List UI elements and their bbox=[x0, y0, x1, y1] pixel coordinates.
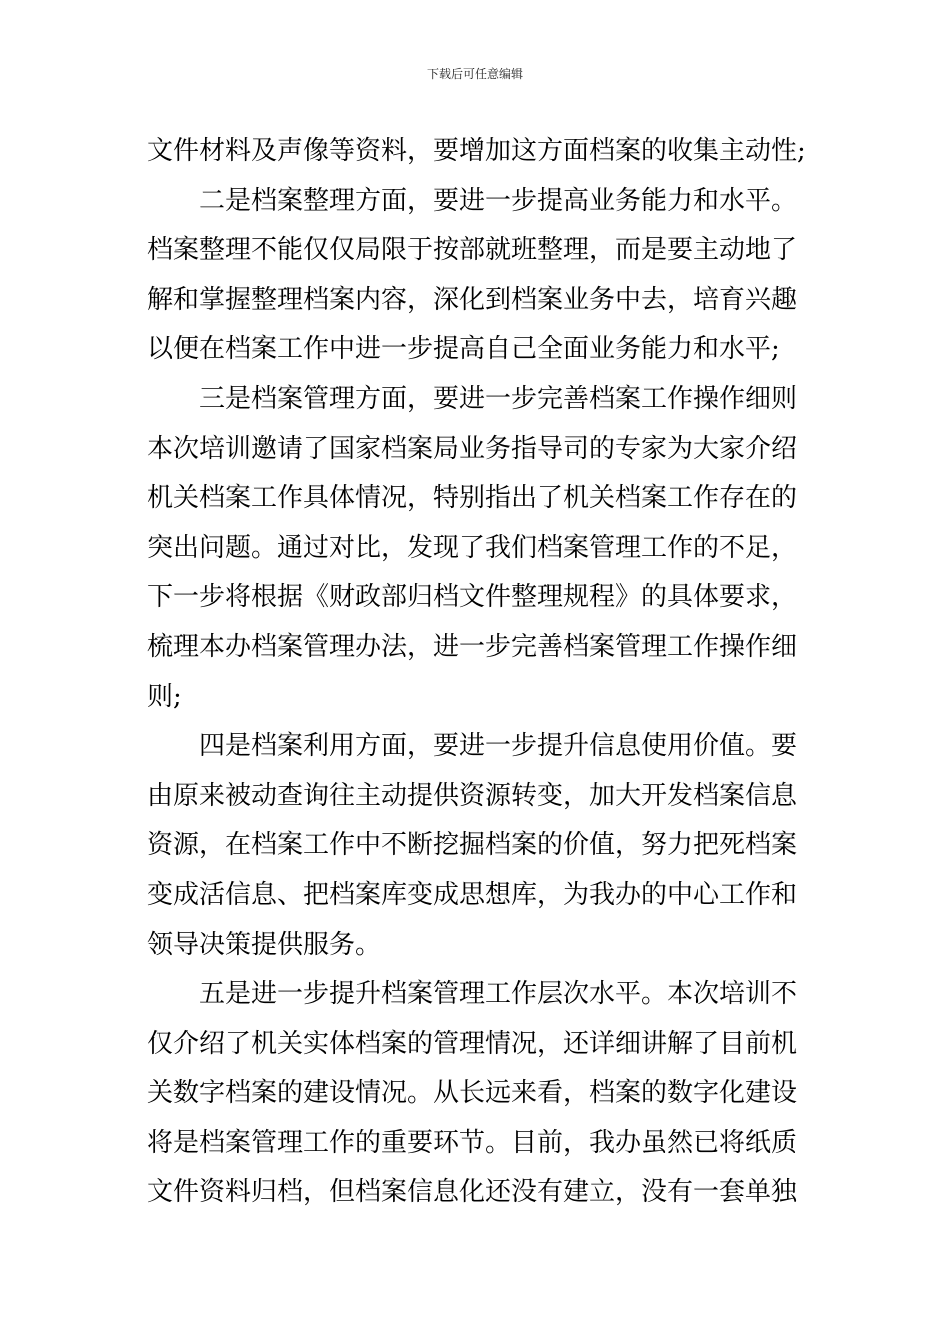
text-line: 解和掌握整理档案内容，深化到档案业务中去，培育兴趣 bbox=[147, 284, 798, 315]
paragraph-start-line: 五是进一步提升档案管理工作层次水平。本次培训不 bbox=[199, 979, 798, 1010]
text-line: 突出问题。通过对比，发现了我们档案管理工作的不足， bbox=[147, 532, 798, 563]
paragraph-start-line: 二是档案整理方面，要进一步提高业务能力和水平。 bbox=[199, 185, 798, 216]
text-line: 变成活信息、把档案库变成思想库，为我办的中心工作和 bbox=[147, 879, 798, 910]
text-line: 本次培训邀请了国家档案局业务指导司的专家为大家介绍 bbox=[147, 433, 798, 464]
text-line: 仅介绍了机关实体档案的管理情况，还详细讲解了目前机 bbox=[147, 1028, 798, 1059]
text-line: 文件资料归档，但档案信息化还没有建立，没有一套单独 bbox=[147, 1177, 798, 1208]
text-line: 以便在档案工作中进一步提高自己全面业务能力和水平; bbox=[147, 334, 780, 365]
header-note: 下载后可任意编辑 bbox=[426, 67, 523, 81]
text-line: 文件材料及声像等资料，要增加这方面档案的收集主动性; bbox=[147, 136, 806, 166]
text-line: 则; bbox=[147, 681, 182, 712]
text-line: 由原来被动查询往主动提供资源转变，加大开发档案信息 bbox=[147, 780, 798, 811]
text-line: 机关档案工作具体情况，特别指出了机关档案工作存在的 bbox=[147, 483, 798, 514]
text-line: 领导决策提供服务。 bbox=[147, 929, 382, 960]
text-line: 关数字档案的建设情况。从长远来看，档案的数字化建设 bbox=[147, 1078, 798, 1109]
text-line: 下一步将根据《财政部归档文件整理规程》的具体要求， bbox=[147, 582, 798, 613]
text-line: 梳理本办档案管理办法，进一步完善档案管理工作操作细 bbox=[147, 631, 798, 662]
text-line: 将是档案管理工作的重要环节。目前，我办虽然已将纸质 bbox=[147, 1127, 798, 1158]
text-line: 资源，在档案工作中不断挖掘档案的价值，努力把死档案 bbox=[147, 830, 798, 861]
document-body bbox=[147, 127, 807, 1218]
text-line: 档案整理不能仅仅局限于按部就班整理，而是要主动地了 bbox=[147, 235, 798, 266]
paragraph-start-line: 四是档案利用方面，要进一步提升信息使用价值。要 bbox=[199, 731, 798, 762]
paragraph-start-line: 三是档案管理方面，要进一步完善档案工作操作细则 bbox=[199, 383, 798, 414]
